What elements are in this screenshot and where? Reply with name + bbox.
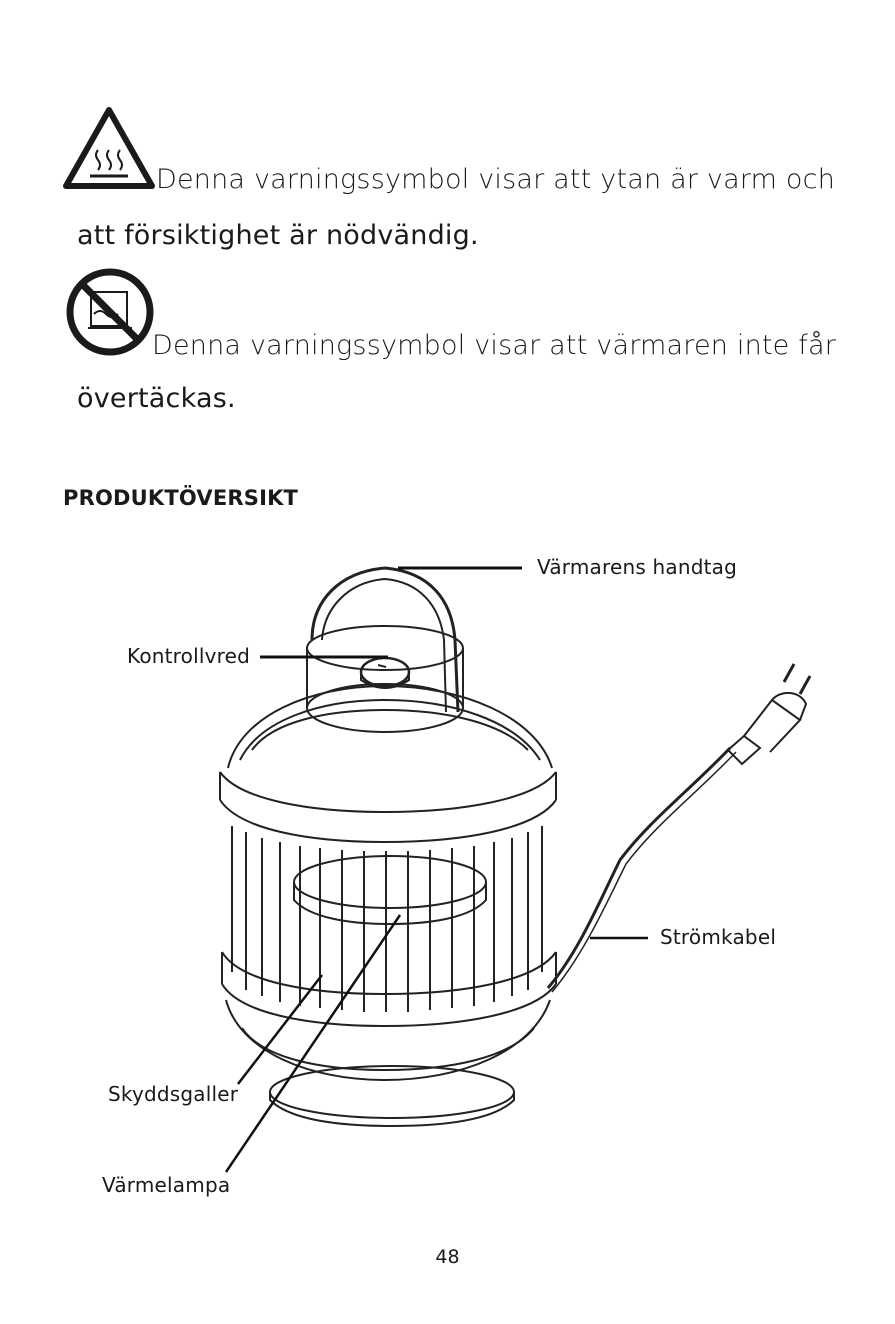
callout-line-lamp	[226, 915, 400, 1172]
do-not-cover-icon	[64, 266, 156, 358]
heat-lamp-shape	[294, 856, 486, 908]
page-number: 48	[435, 1246, 460, 1268]
warning-text-line2: att försiktighet är nödvändig.	[77, 220, 479, 251]
control-knob-shape	[361, 658, 409, 686]
warning-text-line2: övertäckas.	[77, 383, 236, 414]
label-heater-handle: Värmarens handtag	[537, 555, 738, 579]
label-guard-grille: Skyddsgaller	[108, 1082, 239, 1106]
product-diagram	[0, 540, 895, 1220]
label-power-cable: Strömkabel	[660, 925, 777, 949]
label-control-knob: Kontrollvred	[127, 644, 251, 668]
section-title: PRODUKTÖVERSIKT	[63, 486, 299, 510]
warning-text-line1: Denna varningssymbol visar att värmaren inte får	[152, 330, 837, 361]
hot-surface-icon	[62, 106, 156, 190]
warning-text-line1: Denna varningssymbol visar att ytan är varm och	[156, 164, 836, 195]
label-heat-lamp: Värmelampa	[102, 1173, 231, 1197]
